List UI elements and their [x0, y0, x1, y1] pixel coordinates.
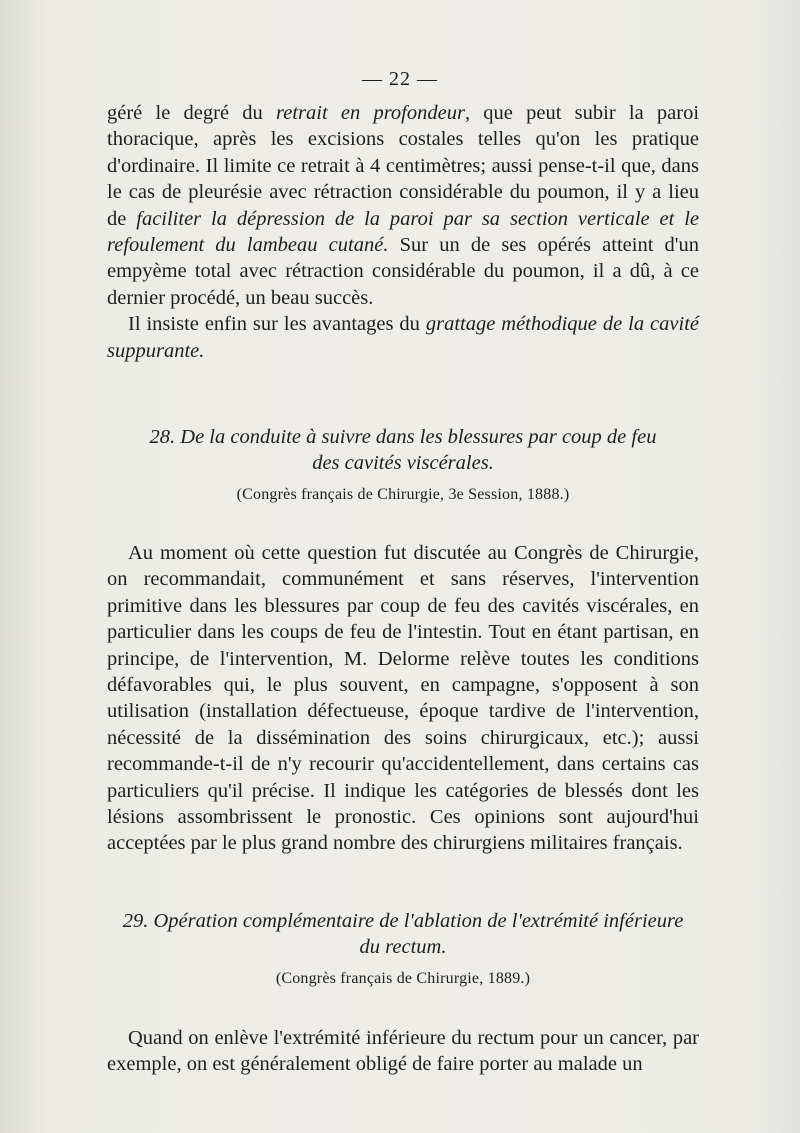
- section-29-source: (Congrès français de Chirurgie, 1889.): [275, 970, 531, 987]
- intro-italic-1: retrait en profondeur: [276, 102, 465, 124]
- page-number: — 22 —: [362, 68, 438, 90]
- intro-italic-2: faciliter la dépression de la paroi par sa section verticale et le refoulement du lambeau cutané.: [107, 207, 699, 257]
- intro-text-1: géré le degré du: [107, 102, 277, 124]
- section-28-source: (Congrès français de Chirurgie, 3e Session, 1888.): [236, 486, 570, 503]
- section-29: [107, 908, 699, 988]
- section-28-paragraph: Au moment où cette question fut discutée au Congrès de Chirurgie, on recommandait, communément et sans réserves, l'intervention primitive dans les blessures par coup de feu des cavités viscérales, en particulier dans les coups de feu de l'intestin. Tout en étant partisan, en principe, de l'intervention, M. Delorme relève toutes les conditions défavorables qui, le plus souvent, en campagne, s'opposent à son utilisation (installation défectueuse, époque tardive de l'intervention, nécessité de la dissémination des soins chirurgicaux, etc.); aussi recommande-t-il de n'y recourir qu'accidentellement, dans certains cas particuliers qu'il précise. Il indique les catégories de blessés dont les lésions assombrissent le pronostic. Ces opinions sont aujourd'hui acceptées par le plus grand nombre des chirurgiens militaires français.: [107, 542, 699, 855]
- section-28-title-line1: De la conduite à suivre dans les blessures par coup de feu: [175, 426, 657, 448]
- intro-block: [107, 100, 699, 364]
- intro-paragraph: [107, 100, 699, 311]
- insist-paragraph: [107, 311, 699, 364]
- intro-text-3: Sur un de ses opérés atteint d'un empyème total avec rétraction considérable du poumon, il a dû, à ce dernier procédé, un beau succès.: [107, 234, 699, 309]
- section-28-number: 28.: [149, 426, 176, 448]
- section-29-number: 29.: [122, 910, 149, 932]
- section-29-body: [107, 1025, 699, 1078]
- section-29-heading: [107, 908, 699, 960]
- section-29-paragraph: Quand on enlève l'extrémité inférieure du rectum pour un cancer, par exemple, on est généralement obligé de faire porter au malade un: [107, 1027, 699, 1076]
- section-28-heading: [107, 424, 699, 476]
- section-28-body: [107, 540, 699, 857]
- intro-text-2: , que peut subir la paroi thoracique, après les excisions costales telles qu'on les pratique d'ordinaire. Il limite ce retrait à 4 centimètres; aussi pense-t-il que, dans le cas de pleurésie avec rétraction considérable du poumon, il y a lieu de: [107, 102, 700, 230]
- insist-italic-1: grattage méthodique de la cavité suppurante.: [107, 313, 699, 362]
- section-28-title-line2: des cavités viscérales.: [312, 452, 494, 474]
- section-29-title-line2: du rectum.: [359, 936, 447, 958]
- insist-text-1: Il insiste enfin sur les avantages du: [128, 313, 426, 336]
- section-28: [107, 424, 699, 504]
- section-29-title-line1: Opération complémentaire de l'ablation de l'extrémité inférieure: [148, 910, 684, 932]
